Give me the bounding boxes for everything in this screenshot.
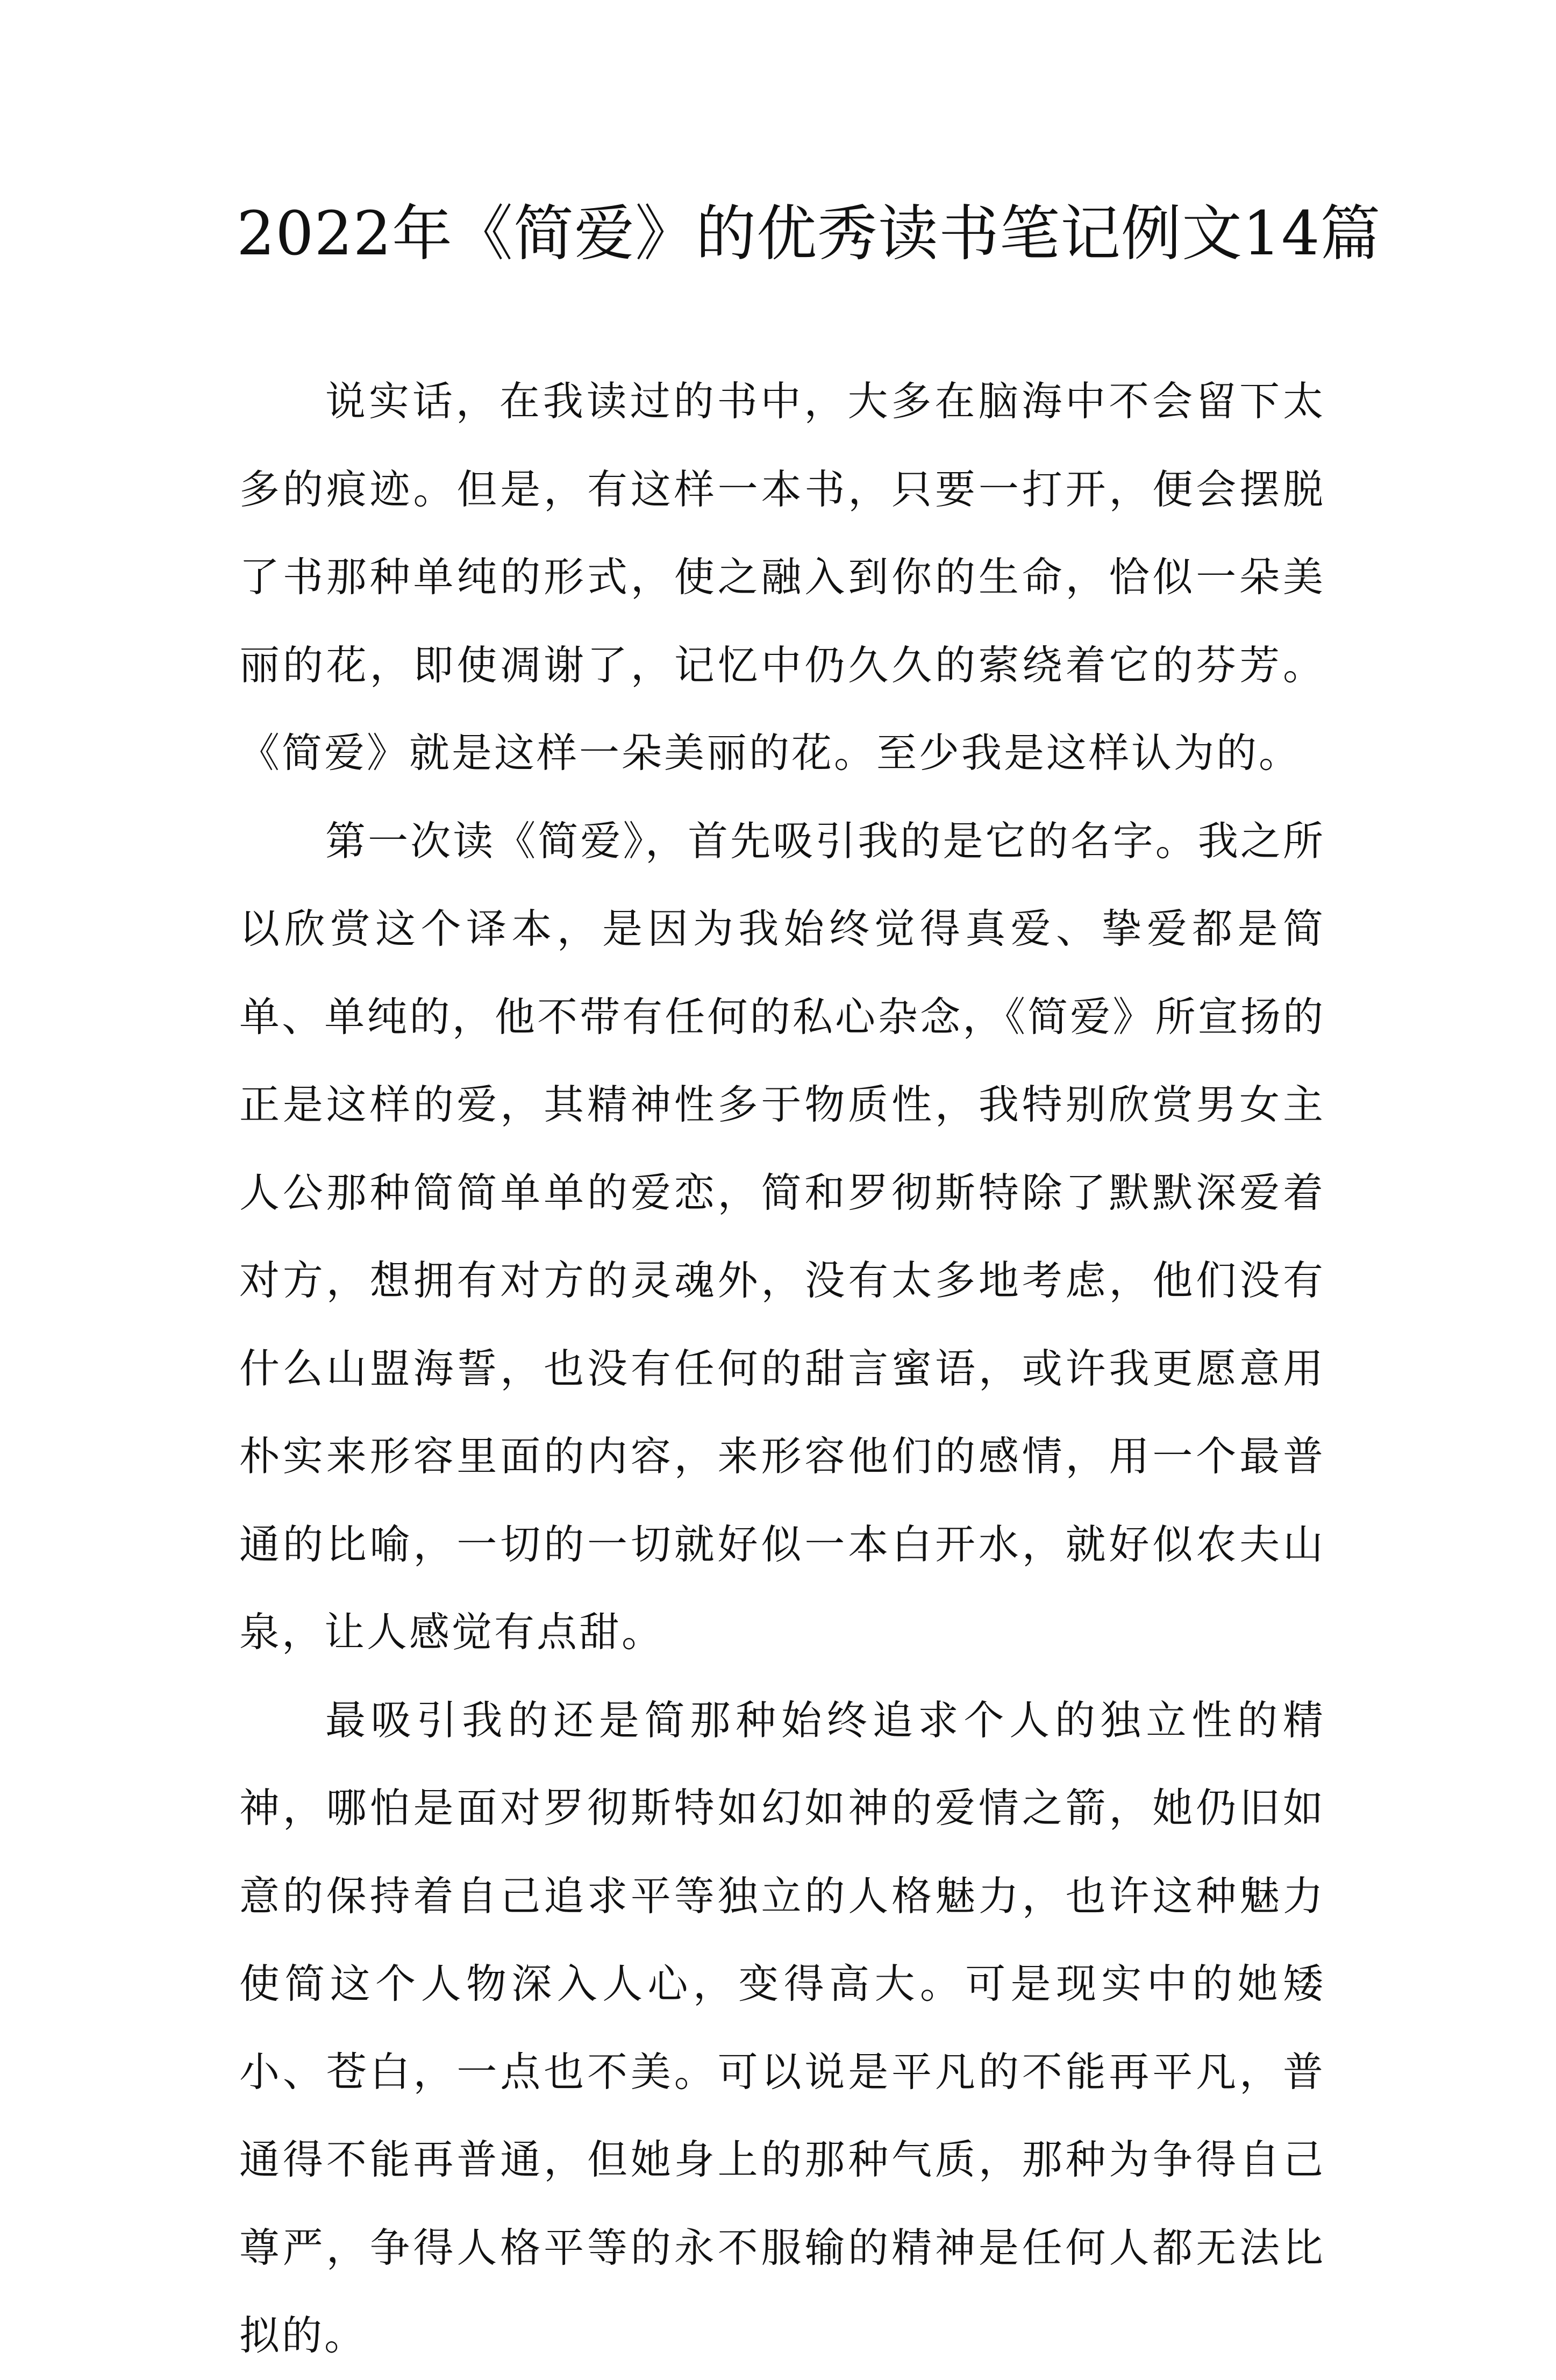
document-body xyxy=(239,358,1325,2380)
paragraph-1: 说实话，在我读过的书中，大多在脑海中不会留下太多的痕迹。但是，有这样一本书，只要一打开，便会摆脱了书那种单纯的形式，使之融入到你的生命，恰似一朵美丽的花，即使凋谢了，记忆中仍久久的萦绕着它的芬芳。《简爱》就是这样一朵美丽的花。至少我是这样认为的。 xyxy=(239,377,1325,776)
paragraph-3: 最吸引我的还是简那种始终追求个人的独立性的精神，哪怕是面对罗彻斯特如幻如神的爱情之箭，她仍旧如意的保持着自己追求平等独立的人格魅力，也许这种魅力使简这个人物深入人心，变得高大。可是现实中的她矮小、苍白，一点也不美。可以说是平凡的不能再平凡，普通得不能再普通，但她身上的那种气质，那种为争得自己尊严，争得人格平等的永不服输的精神是任何人都无法比拟的。 xyxy=(239,1696,1325,2359)
paragraph-2: 第一次读《简爱》，首先吸引我的是它的名字。我之所以欣赏这个译本，是因为我始终觉得真爱、挚爱都是简单、单纯的，他不带有任何的私心杂念，《简爱》所宣扬的正是这样的爱，其精神性多于物质性，我特别欣赏男女主人公那种简简单单的爱恋，简和罗彻斯特除了默默深爱着对方，想拥有对方的灵魂外，没有太多地考虑，他们没有什么山盟海誓，也没有任何的甜言蜜语，或许我更愿意用朴实来形容里面的内容，来形容他们的感情，用一个最普通的比喻，一切的一切就好似一本白开水，就好似农夫山泉，让人感觉有点甜。 xyxy=(239,817,1325,1656)
document-title: 2022年《简爱》的优秀读书笔记例文14篇 xyxy=(237,199,1381,269)
